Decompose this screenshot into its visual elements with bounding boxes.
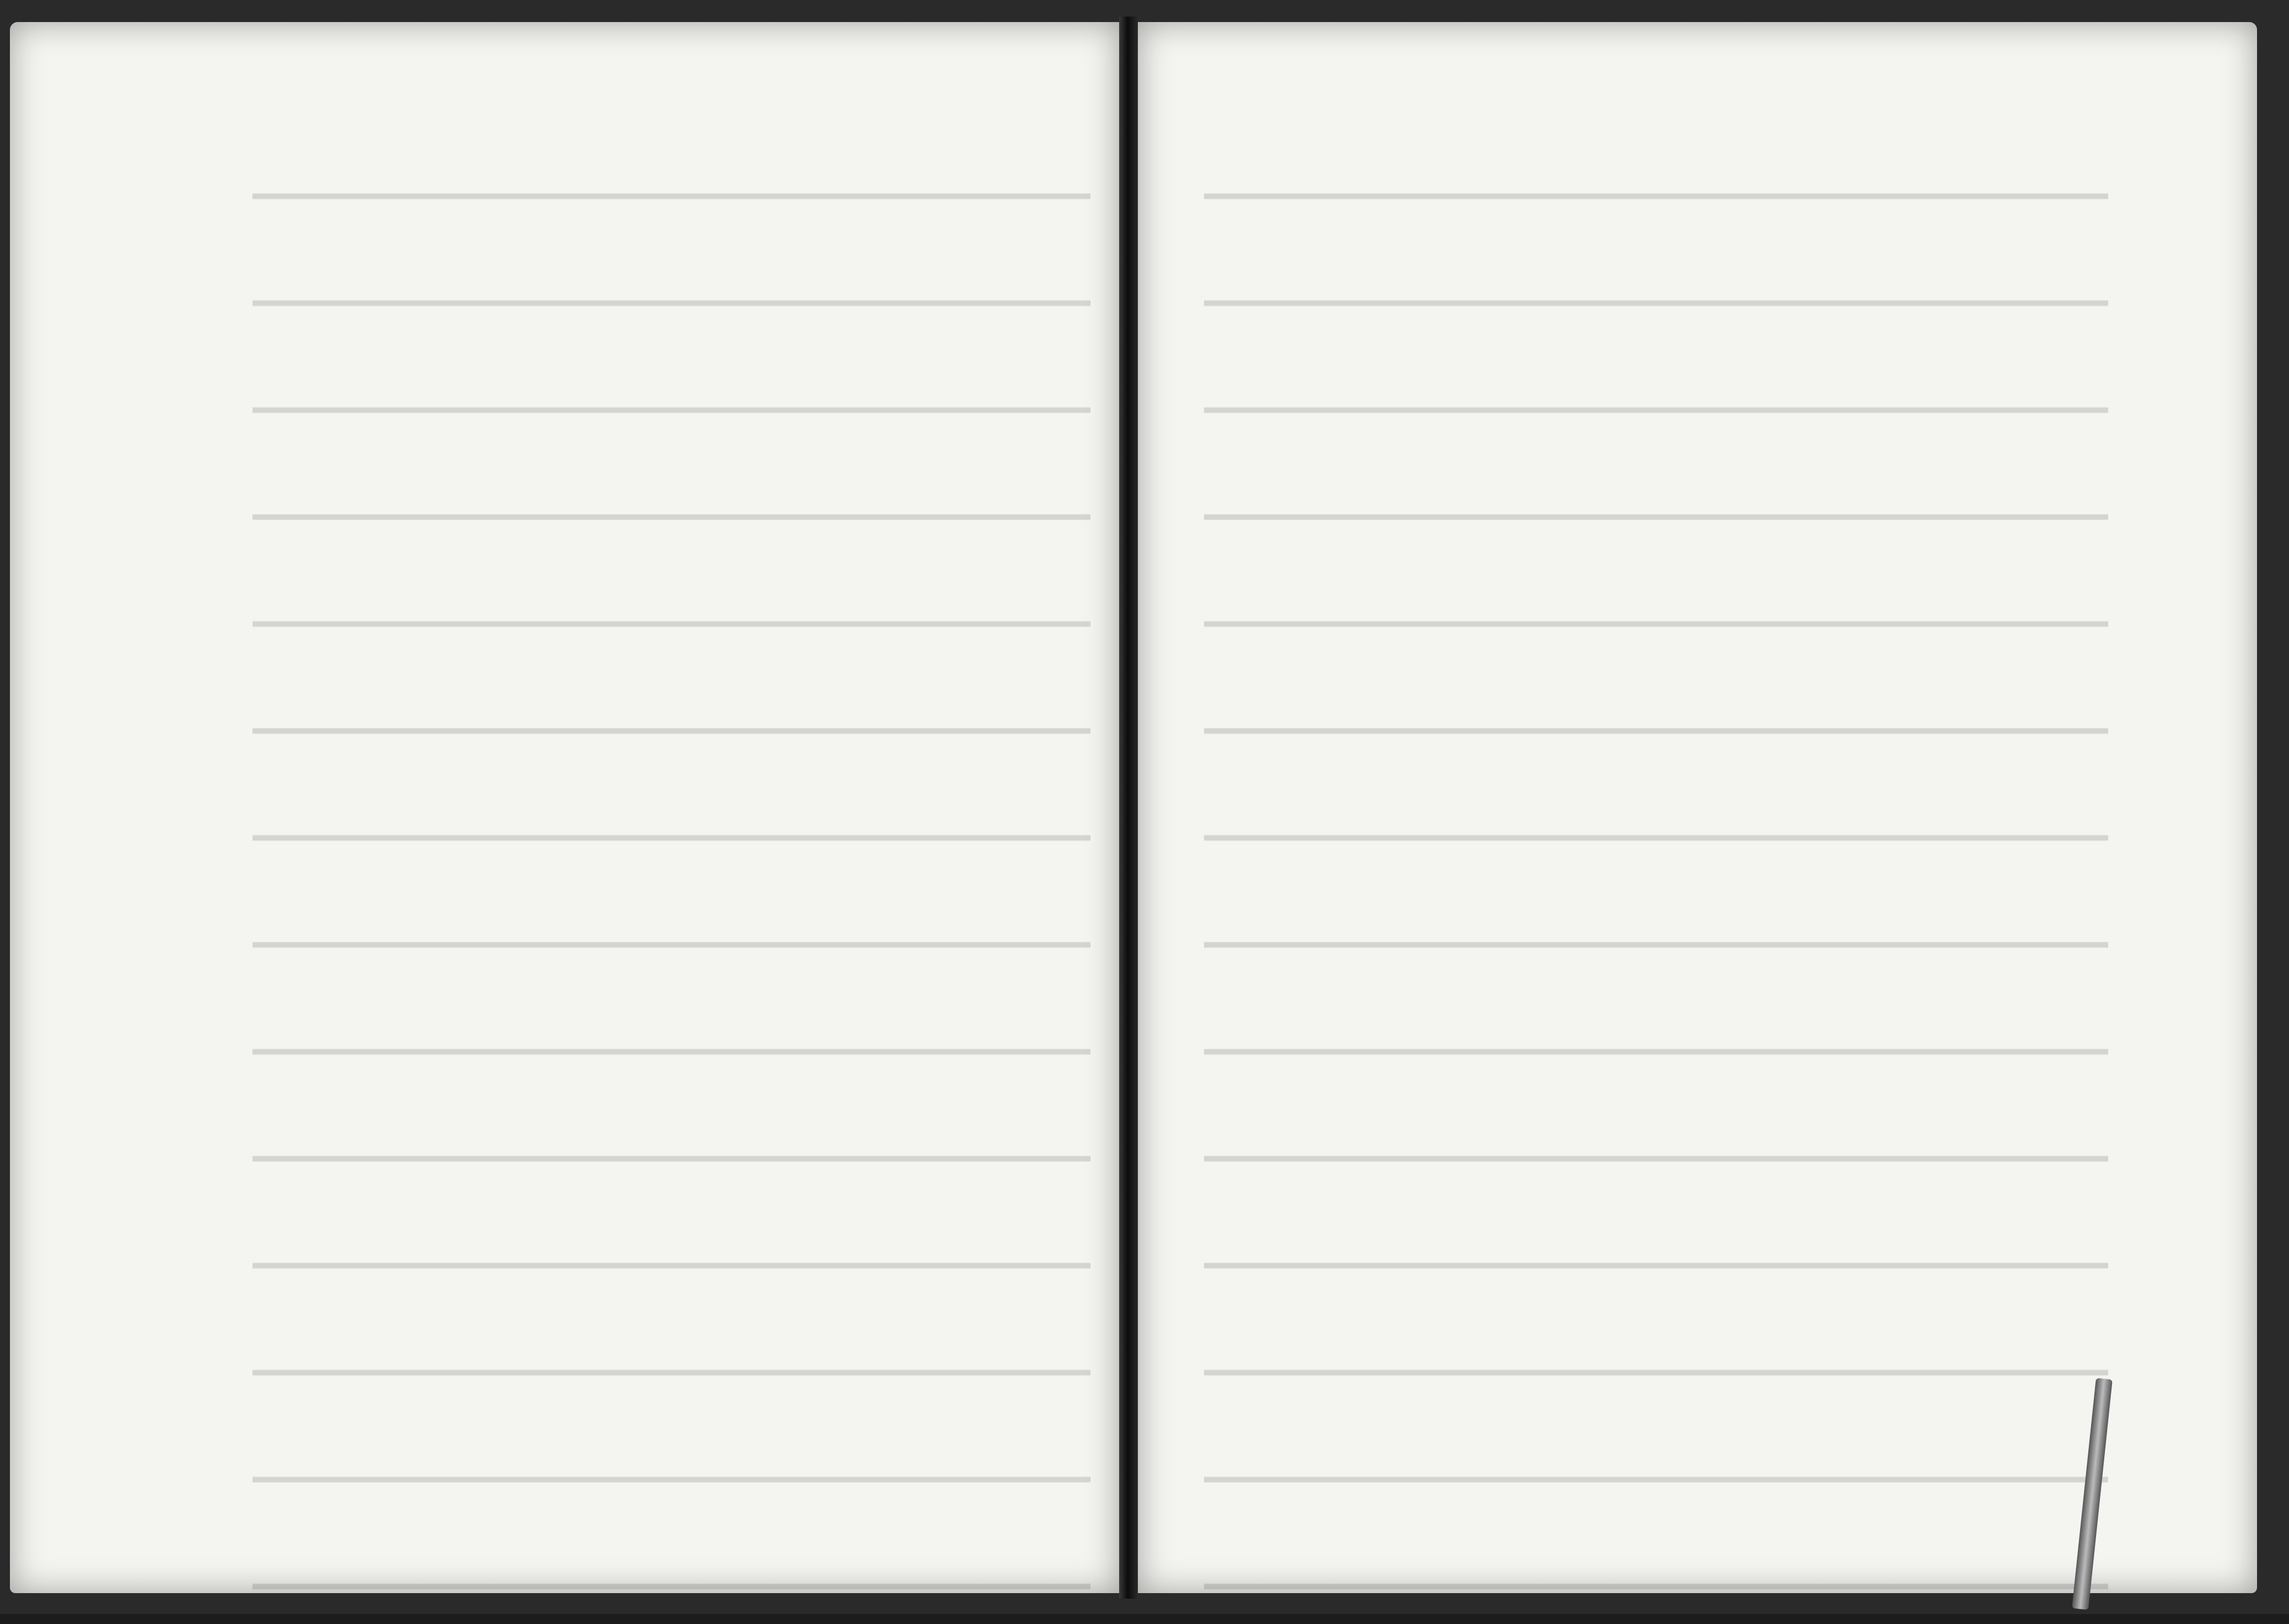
left-text-block xyxy=(252,127,1090,1624)
text-line xyxy=(252,341,1090,448)
text-line xyxy=(1204,1517,2108,1624)
text-line xyxy=(1204,768,2108,875)
page-mark xyxy=(142,55,208,176)
right-page xyxy=(1138,22,2257,1593)
book-gutter xyxy=(1119,17,1138,1599)
text-line xyxy=(1204,555,2108,662)
text-line xyxy=(252,127,1090,234)
margin-marks xyxy=(109,182,219,215)
text-line xyxy=(1204,662,2108,768)
text-line xyxy=(1204,1089,2108,1196)
text-line xyxy=(1204,982,2108,1089)
text-line xyxy=(252,555,1090,662)
text-line xyxy=(252,1410,1090,1517)
text-line xyxy=(252,875,1090,982)
text-line xyxy=(1204,234,2108,341)
text-line xyxy=(252,662,1090,768)
text-line xyxy=(252,1196,1090,1303)
text-line xyxy=(252,768,1090,875)
text-line xyxy=(252,982,1090,1089)
text-line xyxy=(1204,1196,2108,1303)
text-line xyxy=(1204,875,2108,982)
text-line xyxy=(252,448,1090,555)
text-line xyxy=(252,1303,1090,1410)
text-line xyxy=(1204,341,2108,448)
catchword xyxy=(1182,1505,1303,1571)
left-page xyxy=(10,22,1119,1593)
text-line xyxy=(252,1517,1090,1624)
text-line xyxy=(252,1089,1090,1196)
text-line xyxy=(1204,448,2108,555)
right-text-block xyxy=(1204,127,2108,1624)
text-line xyxy=(252,234,1090,341)
text-line xyxy=(1204,1303,2108,1410)
text-line xyxy=(1204,1410,2108,1517)
text-line xyxy=(1204,127,2108,234)
